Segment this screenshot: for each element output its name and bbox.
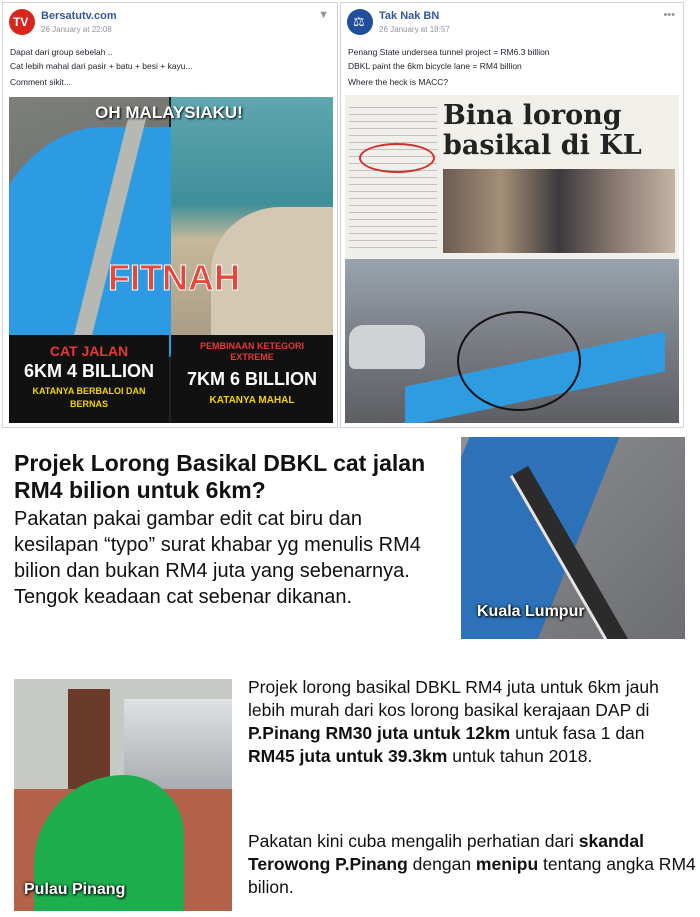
facebook-post-right: [340, 2, 684, 428]
photo-label: Kuala Lumpur: [477, 603, 585, 620]
text-run: Pakatan kini cuba mengalih perhatian dari: [248, 831, 579, 851]
taknakbn-avatar[interactable]: [347, 9, 373, 35]
post-text-line: Dapat dari group sebelah ..: [10, 47, 113, 57]
caption-amount: 7KM 6 BILLION: [186, 369, 317, 389]
post-page-name[interactable]: Tak Nak BN: [379, 10, 440, 22]
post-timestamp[interactable]: 26 January at 18:57: [379, 25, 450, 34]
post-image-newspaper[interactable]: [345, 95, 679, 423]
caption-note: KATANYA MAHAL: [209, 395, 295, 406]
text-run: untuk fasa 1 dan: [510, 723, 645, 743]
street-lane-photo: [345, 259, 679, 423]
text-run: Projek lorong basikal DBKL RM4 juta untuk 6km jauh lebih murah dari kos lorong basikal kerajaan DAP di: [248, 677, 659, 720]
post-text-line: Penang State undersea tunnel project = RM6.3 billion: [348, 47, 550, 57]
bersatutv-avatar[interactable]: [9, 9, 35, 35]
newspaper-headline: Bina lorong basikal di KL: [443, 100, 642, 161]
pulau-pinang-photo: [14, 679, 232, 911]
text-run: dengan: [407, 854, 476, 874]
tunnel-construction-photo: [171, 97, 333, 335]
kuala-lumpur-photo: [461, 437, 685, 639]
facebook-post-left: [2, 2, 338, 428]
article-headline: Projek Lorong Basikal DBKL cat jalan RM4 bilion untuk 6km?: [14, 450, 426, 503]
newspaper-clipping: [345, 95, 679, 255]
caption-panel-right: [171, 335, 333, 423]
post-options-icon[interactable]: •••: [663, 9, 675, 21]
photo-label: Pulau Pinang: [24, 881, 126, 898]
post-text-line: DBKL paint the 6km bicycle lane = RM4 billion: [348, 61, 522, 71]
car-shape: [349, 325, 425, 369]
bold-text: RM45 juta untuk 39.3km: [248, 746, 448, 766]
fitnah-stamp: FITNAH: [108, 257, 240, 298]
caption-amount: 6KM 4 BILLION: [23, 361, 154, 381]
blue-lane-photo: [9, 97, 169, 335]
post-image-comparison[interactable]: [9, 97, 333, 423]
circled-text: [359, 143, 435, 173]
post-options-icon[interactable]: ▼: [318, 9, 329, 21]
bold-text: skandal Terowong P.Pinang: [248, 831, 644, 874]
caption-panel-left: [9, 335, 169, 423]
scales-logo-icon: ⚖: [353, 14, 365, 29]
article-paragraph-2: [248, 830, 696, 899]
image-title: OH MALAYSIAKU!: [95, 103, 243, 122]
caption-note: KATANYA BERBALOI DAN BERNAS: [32, 386, 146, 409]
article-body: Pakatan pakai gambar edit cat biru dan kesilapan “typo” surat khabar yg menulis RM4 bilion dan bukan RM4 juta yang sebenarnya. Tengok keadaan cat sebenar dikanan.: [14, 508, 421, 608]
text-run: untuk tahun 2018.: [447, 746, 593, 766]
street-background: [124, 699, 232, 789]
caption-heading: CAT JALAN: [49, 343, 129, 359]
post-text-line: Cat lebih mahal dari pasir + batu + besi + kayu...: [10, 61, 193, 71]
caption-heading: PEMBINAAN KETEGORI EXTREME: [199, 341, 304, 362]
post-text-line: Where the heck is MACC?: [348, 77, 449, 87]
circle-highlight: [457, 311, 581, 411]
bus-stop-shelter: [68, 689, 110, 789]
bold-text: menipu: [475, 854, 539, 874]
post-page-name[interactable]: Bersatutv.com: [41, 10, 117, 22]
newspaper-column: [349, 101, 437, 251]
text-run: tentang angka RM4 bilion.: [248, 854, 696, 897]
post-timestamp[interactable]: 26 January at 22:08: [41, 25, 112, 34]
bold-text: P.Pinang RM30 juta untuk 12km: [248, 723, 511, 743]
post-text-line: Comment sikit...: [10, 77, 71, 87]
officials-photo: [443, 169, 675, 253]
tv-logo-icon: TV: [13, 15, 29, 29]
article-paragraph-1: [248, 676, 696, 768]
